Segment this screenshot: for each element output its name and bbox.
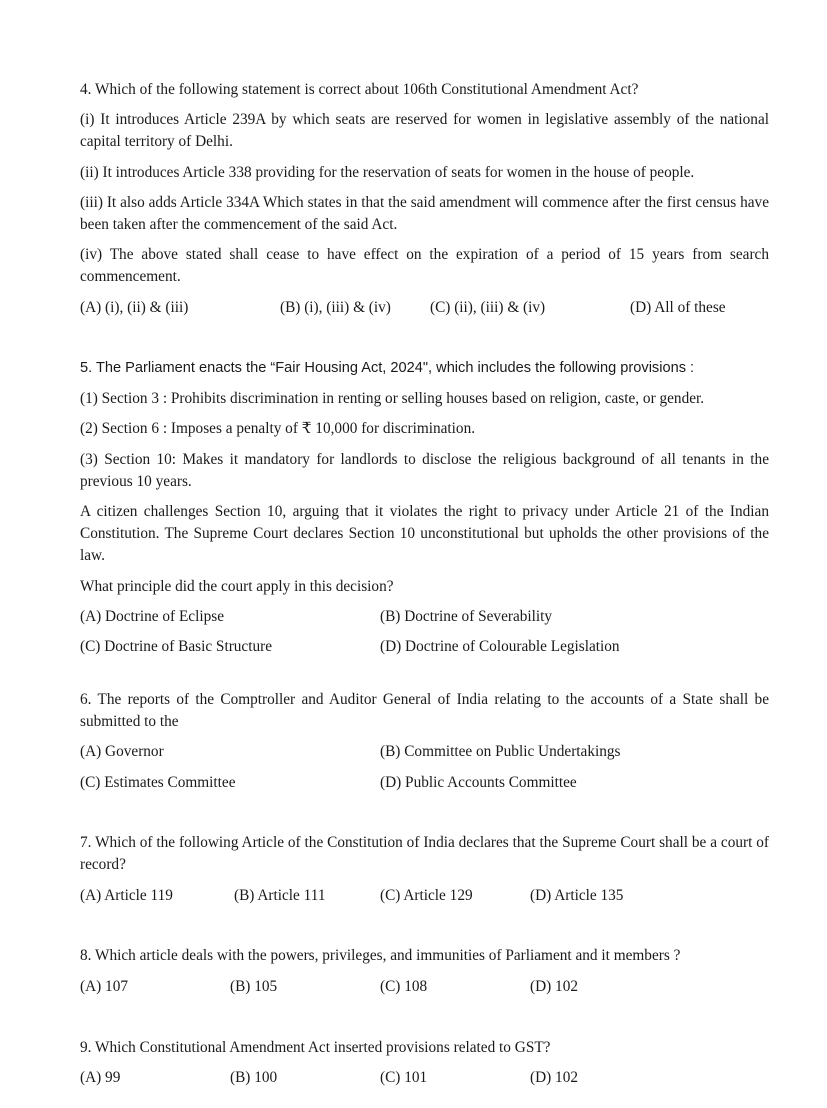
option-a[interactable]: (A) Doctrine of Eclipse [80, 608, 224, 625]
question-text: 7. Which of the following Article of the Constitution of India declares that the Supreme Court shall be a court of record? [80, 834, 769, 873]
scenario-paragraph: A citizen challenges Section 10, arguing that it violates the right to privacy under Article 21 of the Indian Constitution. The Supreme Court declares Section 10 unconstitutional but upholds the other provisions of the law. [80, 503, 769, 564]
option-c[interactable]: (C) Article 129 [380, 887, 473, 904]
option-b[interactable]: (B) (i), (iii) & (iv) [280, 299, 391, 316]
option-b[interactable]: (B) Doctrine of Severability [380, 608, 553, 625]
statement-i: (i) It introduces Article 239A by which seats are reserved for women in legislative assembly of the national capital territory of Delhi. [80, 111, 769, 150]
option-a[interactable]: (A) Article 119 [80, 887, 173, 904]
provision-1: (1) Section 3 : Prohibits discrimination in renting or selling houses based on religion, caste, or gender. [80, 390, 705, 407]
option-b[interactable]: (B) 105 [230, 978, 278, 995]
question-text: 8. Which article deals with the powers, privileges, and immunities of Parliament and it members ? [80, 947, 681, 964]
question-text: 9. Which Constitutional Amendment Act inserted provisions related to GST? [80, 1039, 551, 1056]
provision-3: (3) Section 10: Makes it mandatory for landlords to disclose the religious background of all tenants in the previous 10 years. [80, 451, 769, 490]
statement-iii: (iii) It also adds Article 334A Which states in that the said amendment will commence after the first census have been taken after the commencement of the said Act. [80, 194, 769, 233]
provision-2: (2) Section 6 : Imposes a penalty of ₹ 10,000 for discrimination. [80, 420, 476, 437]
option-c[interactable]: (C) Estimates Committee [80, 774, 236, 791]
option-c[interactable]: (C) (ii), (iii) & (iv) [430, 299, 546, 316]
option-a[interactable]: (A) 99 [80, 1069, 121, 1086]
option-d[interactable]: (D) Article 135 [530, 887, 624, 904]
option-b[interactable]: (B) 100 [230, 1069, 278, 1086]
statement-ii: (ii) It introduces Article 338 providing for the reservation of seats for women in the house of people. [80, 164, 695, 181]
option-a[interactable]: (A) Governor [80, 743, 164, 760]
question-text: 4. Which of the following statement is correct about 106th Constitutional Amendment Act? [80, 81, 639, 98]
option-c[interactable]: (C) 101 [380, 1069, 428, 1086]
statement-iv: (iv) The above stated shall cease to have effect on the expiration of a period of 15 years from search commencement. [80, 246, 769, 285]
option-d[interactable]: (D) All of these [630, 299, 726, 316]
option-b[interactable]: (B) Committee on Public Undertakings [380, 743, 621, 760]
option-c[interactable]: (C) Doctrine of Basic Structure [80, 638, 273, 655]
option-d[interactable]: (D) Doctrine of Colourable Legislation [380, 638, 620, 655]
option-d[interactable]: (D) 102 [530, 1069, 579, 1086]
question-prompt: What principle did the court apply in this decision? [80, 578, 394, 595]
question-text: 5. The Parliament enacts the “Fair Housing Act, 2024", which includes the following provisions : [80, 360, 695, 376]
question-text: 6. The reports of the Comptroller and Auditor General of India relating to the accounts of a State shall be submitted to the [80, 691, 769, 730]
option-c[interactable]: (C) 108 [380, 978, 428, 995]
option-b[interactable]: (B) Article 111 [234, 887, 326, 904]
option-a[interactable]: (A) (i), (ii) & (iii) [80, 299, 189, 316]
option-d[interactable]: (D) Public Accounts Committee [380, 774, 577, 791]
option-d[interactable]: (D) 102 [530, 978, 579, 995]
option-a[interactable]: (A) 107 [80, 978, 129, 995]
